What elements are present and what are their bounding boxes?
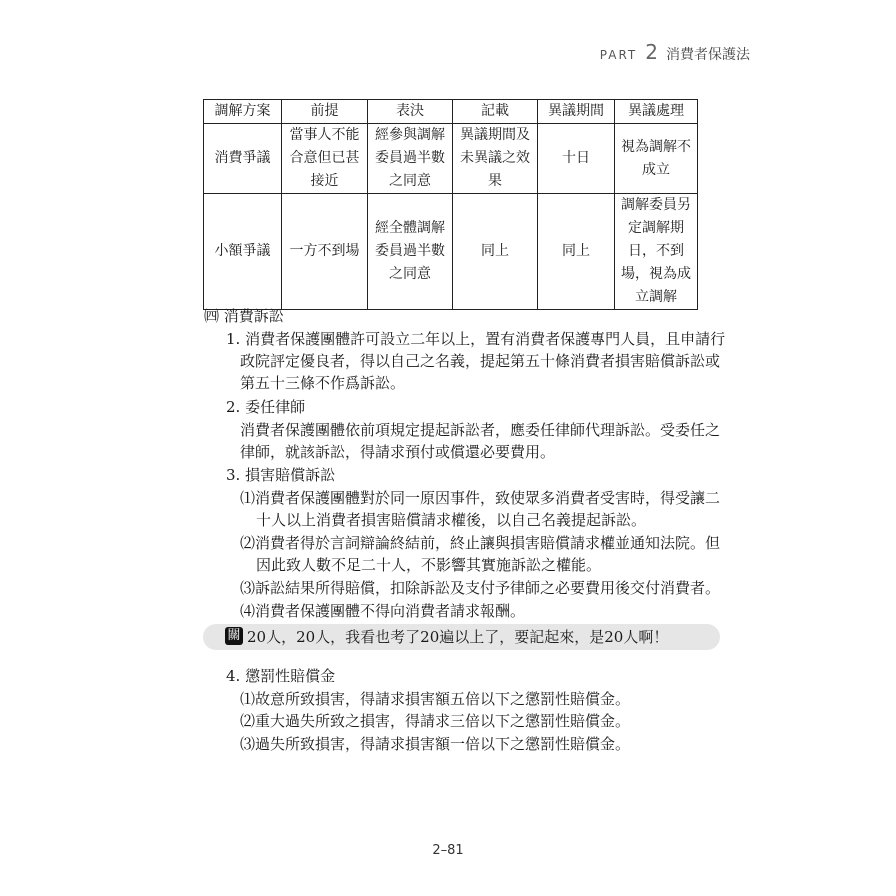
table-cell: 經參與調解委員過半數之同意 xyxy=(368,124,453,194)
section-marker: ㈣ xyxy=(204,307,220,325)
table-cell: 調解委員另定調解期日，不到場，視為成立調解 xyxy=(615,194,698,310)
item-number: 4. xyxy=(226,667,241,685)
sub-item-number: ⑵ xyxy=(240,534,256,552)
sub-item-number: ⑴ xyxy=(240,489,256,507)
sub-item-text: 消費者得於言詞辯論終結前，終止讓與損害賠償請求權並通知法院。但 xyxy=(255,534,721,552)
sub-item-number: ⑷ xyxy=(240,602,256,620)
tip-callout xyxy=(203,624,720,650)
table-header-cell: 記載 xyxy=(453,100,538,124)
table-cell: 當事人不能合意但已甚接近 xyxy=(282,124,368,194)
sub-item-line: 十人以上消費者損害賠償請求權後，以自己名義提起訴訟。 xyxy=(256,511,647,529)
table-cell: 同上 xyxy=(453,194,538,310)
sub-item-line xyxy=(240,532,720,554)
page-number: 2–81 xyxy=(432,843,464,858)
section-heading xyxy=(204,305,284,326)
item-1-line: 政院評定優良者，得以自己之名義，提起第五十條消費者損害賠償訴訟或 xyxy=(240,352,721,370)
item-number: 3. xyxy=(226,466,241,484)
table-header-cell: 異議期間 xyxy=(538,100,615,124)
sub-item-line xyxy=(240,710,630,732)
running-header xyxy=(600,40,750,64)
sub-item-number: ⑴ xyxy=(240,690,256,708)
table-cell: 異議期間及未異議之效果 xyxy=(453,124,538,194)
sub-item-line xyxy=(240,600,525,622)
item-1-line xyxy=(226,328,725,350)
tip-text: 20人，20人，我看也考了20遍以上了，要記起來，是20人啊！ xyxy=(247,628,669,646)
sub-item-text: 消費者保護團體對於同一原因事件，致使眾多消費者受害時，得受讓二 xyxy=(255,489,721,507)
sub-item-line: 因此致人數不足二十人，不影響其實施訴訟之權能。 xyxy=(256,556,602,574)
table-cell: 一方不到場 xyxy=(282,194,368,310)
item-1-line: 第五十三條不作爲訴訟。 xyxy=(240,374,406,392)
mediation-summary-table xyxy=(203,99,698,310)
sub-item-number: ⑶ xyxy=(240,579,256,597)
sub-item-number: ⑵ xyxy=(240,712,256,730)
sub-item-line xyxy=(240,487,720,509)
table-cell: 小額爭議 xyxy=(204,194,282,310)
table-cell: 經全體調解委員過半數之同意 xyxy=(368,194,453,310)
sub-item-line xyxy=(240,577,720,599)
table-header-cell: 表決 xyxy=(368,100,453,124)
tip-badge: 關 xyxy=(225,627,243,645)
section-title: 消費訴訟 xyxy=(223,307,284,325)
item-2-line: 消費者保護團體依前項規定提起訴訟者，應委任律師代理訴訟。受委任之 xyxy=(240,421,721,439)
chapter-title: 消費者保護法 xyxy=(666,47,750,63)
sub-item-line xyxy=(240,688,630,710)
item-4-title xyxy=(226,665,335,687)
item-2-title xyxy=(226,396,305,418)
sub-item-text: 故意所致損害，得請求損害額五倍以下之懲罰性賠償金。 xyxy=(255,690,631,708)
table-cell: 消費爭議 xyxy=(204,124,282,194)
sub-item-text: 重大過失所致之損害，得請求三倍以下之懲罰性賠償金。 xyxy=(255,712,631,730)
table-row xyxy=(204,194,698,310)
item-number: 1. xyxy=(226,330,241,348)
sub-item-number: ⑶ xyxy=(240,735,256,753)
sub-item-text: 過失所致損害，得請求損害額一倍以下之懲罰性賠償金。 xyxy=(255,735,631,753)
table-header-row xyxy=(204,100,698,124)
table-cell: 視為調解不成立 xyxy=(615,124,698,194)
table-row xyxy=(204,124,698,194)
sub-item-text: 訴訟結果所得賠償，扣除訴訟及支付予律師之必要費用後交付消費者。 xyxy=(255,579,721,597)
table-header-cell: 前提 xyxy=(282,100,368,124)
table-cell: 同上 xyxy=(538,194,615,310)
part-number: 2 xyxy=(645,40,658,64)
table-header-cell: 異議處理 xyxy=(615,100,698,124)
sub-item-text: 消費者保護團體不得向消費者請求報酬。 xyxy=(255,602,526,620)
item-2-line: 律師，就該訴訟，得請求預付或償還必要費用。 xyxy=(240,443,556,461)
item-text: 消費者保護團體許可設立二年以上，置有消費者保護專門人員，且申請行 xyxy=(245,330,726,348)
item-number: 2. xyxy=(226,398,241,416)
table-cell: 十日 xyxy=(538,124,615,194)
part-label: PART xyxy=(599,48,638,62)
item-title: 懲罰性賠償金 xyxy=(245,667,336,685)
sub-item-line xyxy=(240,733,630,755)
item-title: 損害賠償訴訟 xyxy=(245,466,336,484)
item-3-title xyxy=(226,464,335,486)
table-header-cell: 調解方案 xyxy=(204,100,282,124)
item-title: 委任律師 xyxy=(245,398,306,416)
